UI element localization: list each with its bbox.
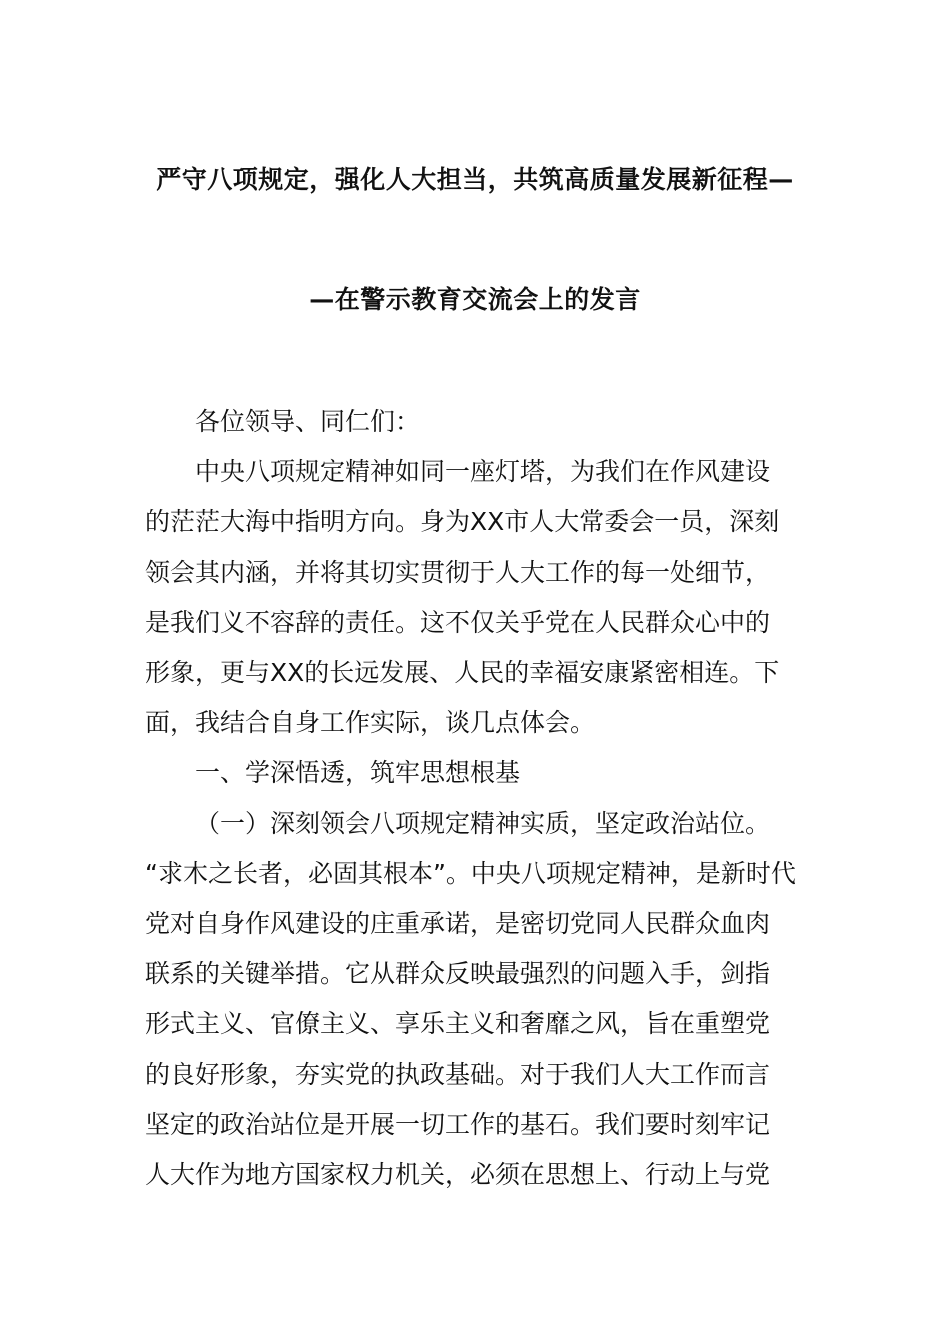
- document-title-line-2: —在警示教育交流会上的发言: [309, 285, 641, 314]
- body-line: 中央八项规定精神如同一座灯塔，为我们在作风建设: [195, 457, 771, 486]
- body-line: 坚定的政治站位是开展一切工作的基石。我们要时刻牢记: [145, 1110, 771, 1139]
- body-line: 一、学深悟透，筑牢思想根基: [195, 758, 521, 787]
- body-line: 面，我结合自身工作实际，谈几点体会。: [145, 708, 596, 737]
- body-line: 形式主义、官僚主义、享乐主义和奢靡之风，旨在重塑党: [145, 1009, 771, 1038]
- body-line: 的茫茫大海中指明方向。身为XX市人大常委会一员，深刻: [145, 507, 780, 536]
- body-line: 人大作为地方国家权力机关，必须在思想上、行动上与党: [145, 1160, 771, 1189]
- body-line: 是我们义不容辞的责任。这不仅关乎党在人民群众心中的: [145, 608, 771, 637]
- body-line: 领会其内涵，并将其切实贯彻于人大工作的每一处细节，: [145, 558, 771, 587]
- body-line: 形象，更与XX的长远发展、人民的幸福安康紧密相连。下: [145, 658, 780, 687]
- body-line: 的良好形象，夯实党的执政基础。对于我们人大工作而言: [145, 1060, 771, 1089]
- body-line: 联系的关键举措。它从群众反映最强烈的问题入手，剑指: [145, 959, 771, 988]
- document-title-line-1: 严守八项规定，强化人大担当，共筑高质量发展新征程—: [156, 165, 794, 194]
- body-line: 党对自身作风建设的庄重承诺，是密切党同人民群众血肉: [145, 909, 771, 938]
- body-line: “求木之长者，必固其根本”。中央八项规定精神，是新时代: [145, 859, 796, 888]
- body-line: （一）深刻领会八项规定精神实质，坚定政治站位。: [195, 809, 771, 838]
- body-line: 各位领导、同仁们：: [195, 407, 421, 436]
